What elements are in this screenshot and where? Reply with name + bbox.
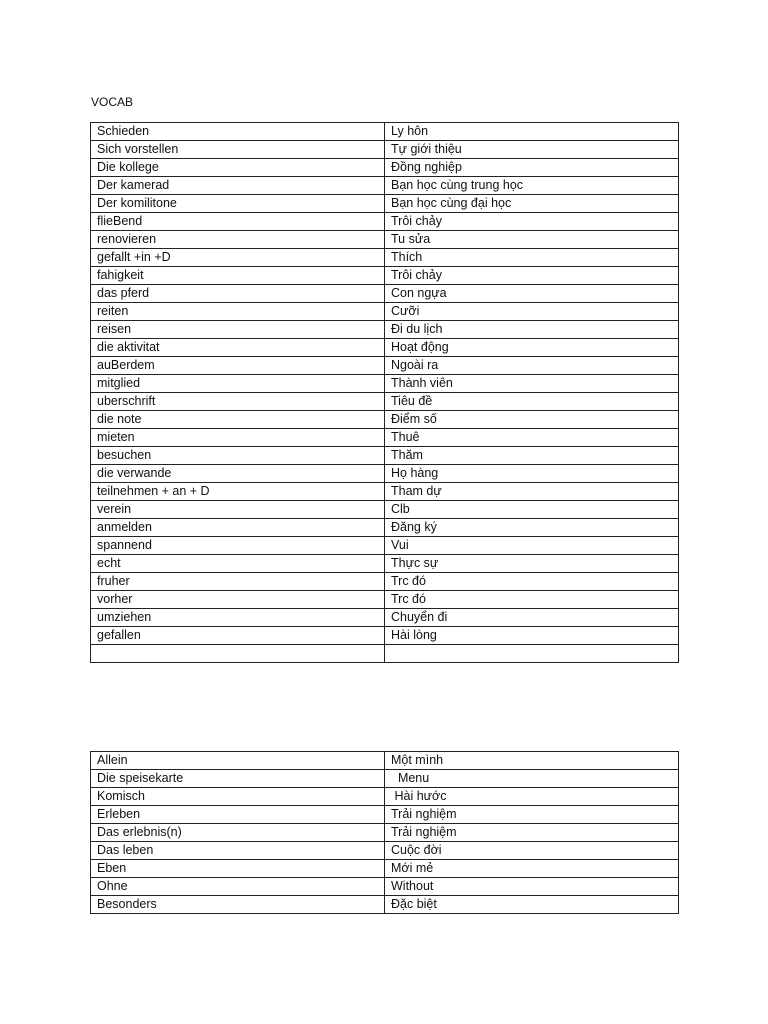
table-row	[91, 159, 679, 177]
vietnamese-translation-cell: Đồng nghiệp	[385, 159, 679, 177]
german-term-cell: gefallen	[91, 627, 385, 645]
table-row	[91, 645, 679, 663]
german-term-cell: renovieren	[91, 231, 385, 249]
table-row	[91, 339, 679, 357]
vocab-table-1	[90, 122, 679, 663]
german-term-cell: die verwande	[91, 465, 385, 483]
german-term-cell: verein	[91, 501, 385, 519]
vietnamese-translation-cell: Thuê	[385, 429, 679, 447]
german-term-cell: Ohne	[91, 878, 385, 896]
heading: VOCAB	[91, 95, 134, 109]
vietnamese-translation-cell: Tiêu đề	[385, 393, 679, 411]
vietnamese-translation-cell: Tham dự	[385, 483, 679, 501]
vietnamese-translation-cell	[385, 645, 679, 663]
table-row	[91, 627, 679, 645]
vietnamese-translation-cell: Without	[385, 878, 679, 896]
table-row	[91, 609, 679, 627]
vietnamese-translation-cell: Trải nghiệm	[385, 806, 679, 824]
table-row	[91, 896, 679, 914]
german-term-cell: Das erlebnis(n)	[91, 824, 385, 842]
german-term-cell: mitglied	[91, 375, 385, 393]
vietnamese-translation-cell: Ly hôn	[385, 123, 679, 141]
german-term-cell: Erleben	[91, 806, 385, 824]
table-row	[91, 752, 679, 770]
german-term-cell: uberschrift	[91, 393, 385, 411]
german-term-cell: mieten	[91, 429, 385, 447]
german-term-cell: Das leben	[91, 842, 385, 860]
table-row	[91, 501, 679, 519]
vietnamese-translation-cell: Chuyển đi	[385, 609, 679, 627]
table-row	[91, 357, 679, 375]
vietnamese-translation-cell: Thành viên	[385, 375, 679, 393]
german-term-cell: umziehen	[91, 609, 385, 627]
german-term-cell: die aktivitat	[91, 339, 385, 357]
german-term-cell: echt	[91, 555, 385, 573]
vietnamese-translation-cell: Bạn học cùng đại học	[385, 195, 679, 213]
table-row	[91, 267, 679, 285]
table-row	[91, 141, 679, 159]
vietnamese-translation-cell: Hoạt động	[385, 339, 679, 357]
vietnamese-translation-cell: Hài hước	[385, 788, 679, 806]
vietnamese-translation-cell: Clb	[385, 501, 679, 519]
german-term-cell: anmelden	[91, 519, 385, 537]
vietnamese-translation-cell: Mới mẻ	[385, 860, 679, 878]
vietnamese-translation-cell: Ngoài ra	[385, 357, 679, 375]
vietnamese-translation-cell: Điểm số	[385, 411, 679, 429]
table-row	[91, 537, 679, 555]
table-row	[91, 285, 679, 303]
german-term-cell: Der kamerad	[91, 177, 385, 195]
german-term-cell: reisen	[91, 321, 385, 339]
table-row	[91, 447, 679, 465]
table-row	[91, 231, 679, 249]
vietnamese-translation-cell: Trôi chảy	[385, 267, 679, 285]
table-row	[91, 483, 679, 501]
vietnamese-translation-cell: Bạn học cùng trung học	[385, 177, 679, 195]
table-row	[91, 770, 679, 788]
table-row	[91, 519, 679, 537]
vietnamese-translation-cell: Trải nghiệm	[385, 824, 679, 842]
german-term-cell: auBerdem	[91, 357, 385, 375]
german-term-cell: flieBend	[91, 213, 385, 231]
table-row	[91, 195, 679, 213]
german-term-cell: spannend	[91, 537, 385, 555]
vietnamese-translation-cell: Tu sửa	[385, 231, 679, 249]
vietnamese-translation-cell: Thăm	[385, 447, 679, 465]
table-row	[91, 411, 679, 429]
vietnamese-translation-cell: Họ hàng	[385, 465, 679, 483]
vocab-table-2-body	[91, 752, 679, 914]
vietnamese-translation-cell: Vui	[385, 537, 679, 555]
table-row	[91, 591, 679, 609]
german-term-cell: besuchen	[91, 447, 385, 465]
table-row	[91, 393, 679, 411]
vocab-table-1-body	[91, 123, 679, 663]
vietnamese-translation-cell: Thích	[385, 249, 679, 267]
vietnamese-translation-cell: Trc đó	[385, 573, 679, 591]
vietnamese-translation-cell: Một mình	[385, 752, 679, 770]
vocab-table-2	[90, 751, 679, 914]
table-row	[91, 788, 679, 806]
table-row	[91, 429, 679, 447]
german-term-cell: teilnehmen + an + D	[91, 483, 385, 501]
table-row	[91, 573, 679, 591]
vietnamese-translation-cell: Thực sự	[385, 555, 679, 573]
table-row	[91, 824, 679, 842]
table-row	[91, 842, 679, 860]
german-term-cell: die note	[91, 411, 385, 429]
german-term-cell	[91, 645, 385, 663]
vietnamese-translation-cell: Menu	[385, 770, 679, 788]
table-row	[91, 878, 679, 896]
vietnamese-translation-cell: Đặc biệt	[385, 896, 679, 914]
german-term-cell: Der komilitone	[91, 195, 385, 213]
vietnamese-translation-cell: Con ngựa	[385, 285, 679, 303]
vietnamese-translation-cell: Đăng ký	[385, 519, 679, 537]
german-term-cell: fruher	[91, 573, 385, 591]
german-term-cell: Die speisekarte	[91, 770, 385, 788]
table-row	[91, 806, 679, 824]
german-term-cell: Die kollege	[91, 159, 385, 177]
vietnamese-translation-cell: Hài lòng	[385, 627, 679, 645]
table-row	[91, 465, 679, 483]
german-term-cell: Schieden	[91, 123, 385, 141]
table-row	[91, 249, 679, 267]
table-row	[91, 860, 679, 878]
german-term-cell: Allein	[91, 752, 385, 770]
german-term-cell: Eben	[91, 860, 385, 878]
german-term-cell: das pferd	[91, 285, 385, 303]
german-term-cell: fahigkeit	[91, 267, 385, 285]
german-term-cell: Sich vorstellen	[91, 141, 385, 159]
table-row	[91, 123, 679, 141]
german-term-cell: gefallt +in +D	[91, 249, 385, 267]
german-term-cell: reiten	[91, 303, 385, 321]
table-row	[91, 213, 679, 231]
german-term-cell: Besonders	[91, 896, 385, 914]
table-row	[91, 375, 679, 393]
vietnamese-translation-cell: Trc đó	[385, 591, 679, 609]
table-row	[91, 321, 679, 339]
vietnamese-translation-cell: Cuộc đời	[385, 842, 679, 860]
vietnamese-translation-cell: Trôi chảy	[385, 213, 679, 231]
german-term-cell: vorher	[91, 591, 385, 609]
vietnamese-translation-cell: Tự giới thiệu	[385, 141, 679, 159]
table-row	[91, 303, 679, 321]
german-term-cell: Komisch	[91, 788, 385, 806]
table-row	[91, 177, 679, 195]
vietnamese-translation-cell: Đi du lịch	[385, 321, 679, 339]
table-row	[91, 555, 679, 573]
vietnamese-translation-cell: Cưỡi	[385, 303, 679, 321]
